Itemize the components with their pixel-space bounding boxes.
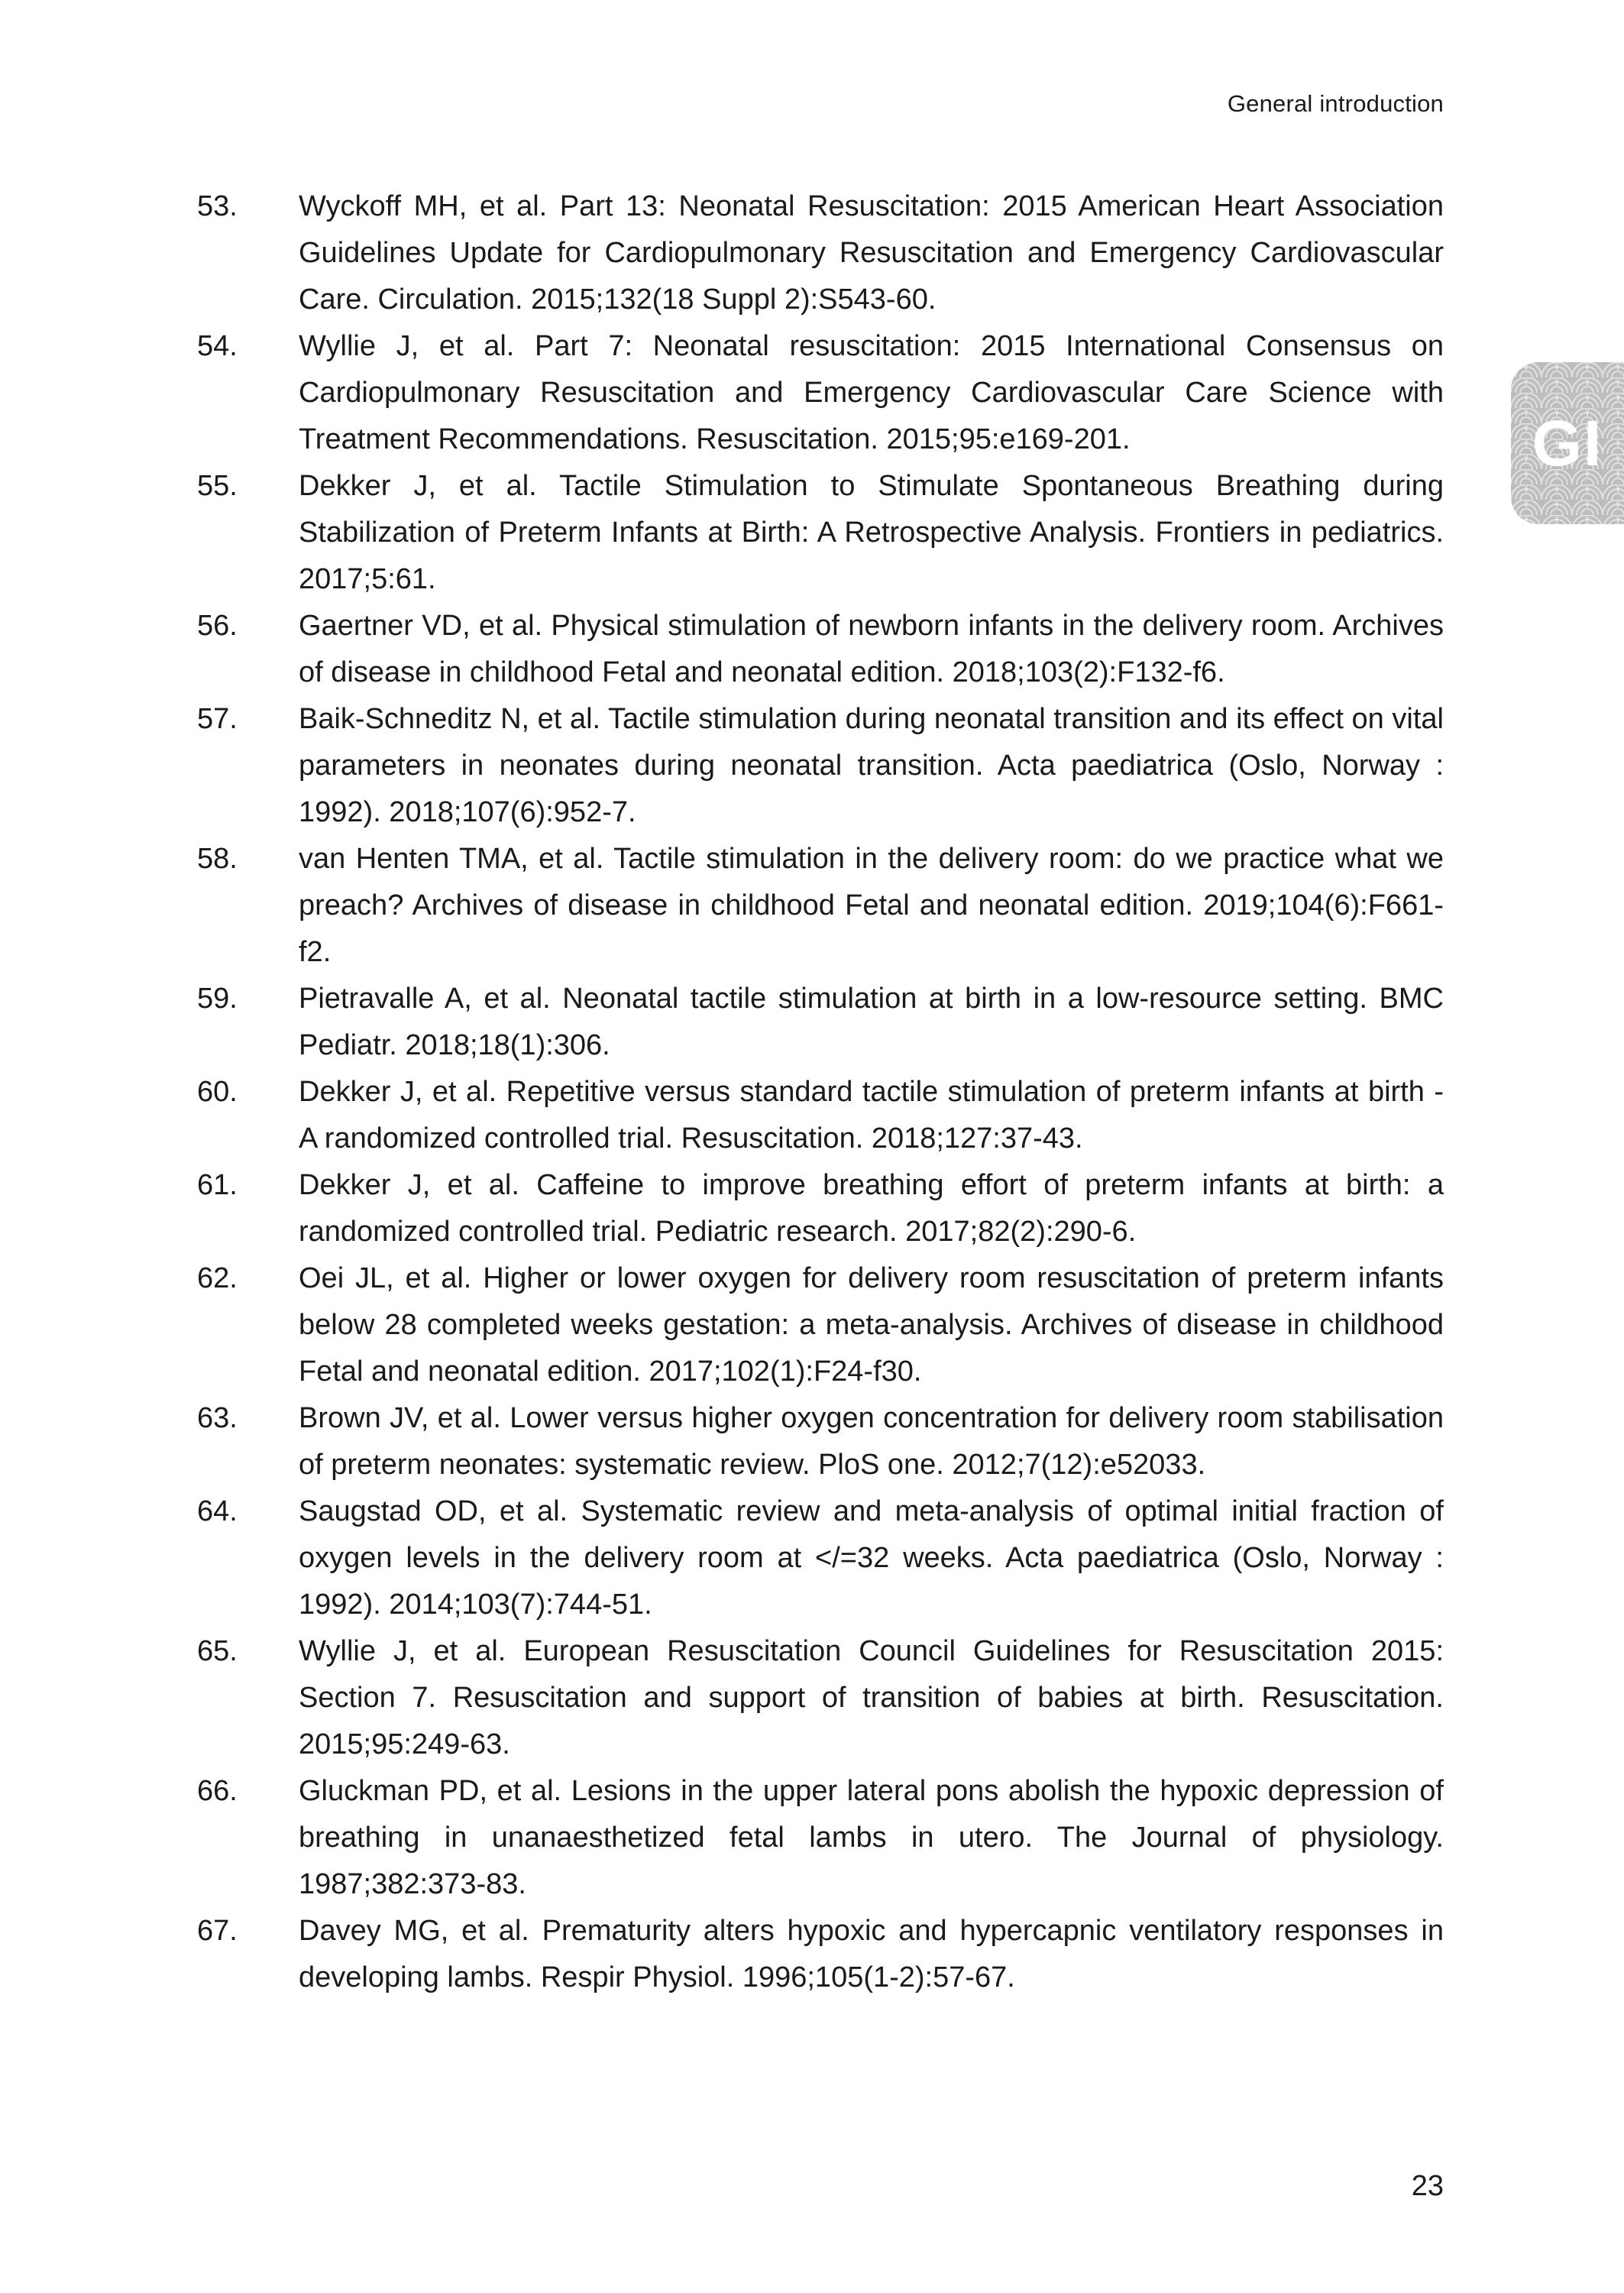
- reference-number: 56.: [197, 610, 238, 642]
- chapter-tab: [1511, 362, 1624, 524]
- reference-number: 55.: [197, 470, 238, 502]
- reference-number: 61.: [197, 1169, 238, 1201]
- reference-item: [197, 183, 1444, 323]
- reference-item: [197, 1395, 1444, 1488]
- page-number: 23: [1411, 2170, 1444, 2202]
- reference-text: Brown JV, et al. Lower versus higher oxygen concentration for delivery room stabilisation of preterm neonates: systematic review. PloS one. 2012;7(12):e52033.: [299, 1402, 1444, 1481]
- reference-item: [197, 603, 1444, 696]
- reference-text: Dekker J, et al. Repetitive versus standard tactile stimulation of preterm infants at birth - A randomized controlled trial. Resuscitation. 2018;127:37-43.: [299, 1076, 1444, 1155]
- reference-item: [197, 1488, 1444, 1628]
- reference-text: Gluckman PD, et al. Lesions in the upper lateral pons abolish the hypoxic depression of breathing in unanaesthetized fetal lambs in utero. The Journal of physiology. 1987;382:373-83.: [299, 1775, 1444, 1900]
- reference-number: 60.: [197, 1076, 238, 1108]
- reference-number: 64.: [197, 1495, 238, 1527]
- reference-text: Saugstad OD, et al. Systematic review and meta-analysis of optimal initial fraction of oxygen levels in the delivery room at </=32 weeks. Acta paediatrica (Oslo, Norway : 1992). 2014;103(7):744-51.: [299, 1495, 1444, 1621]
- reference-number: 66.: [197, 1775, 238, 1807]
- reference-number: 53.: [197, 190, 238, 222]
- reference-item: [197, 976, 1444, 1069]
- reference-text: van Henten TMA, et al. Tactile stimulation in the delivery room: do we practice what we preach? Archives of disease in childhood Fetal and neonatal edition. 2019;104(6):F661-f2.: [299, 843, 1444, 968]
- reference-item: [197, 696, 1444, 836]
- chapter-tab-label: GI: [1532, 407, 1603, 479]
- reference-item: [197, 323, 1444, 463]
- reference-item: [197, 1069, 1444, 1162]
- reference-item: [197, 1255, 1444, 1395]
- reference-number: 57.: [197, 703, 238, 735]
- reference-item: [197, 836, 1444, 976]
- reference-item: [197, 1162, 1444, 1255]
- reference-text: Pietravalle A, et al. Neonatal tactile stimulation at birth in a low-resource setting. BMC Pediatr. 2018;18(1):306.: [299, 983, 1444, 1061]
- reference-text: Oei JL, et al. Higher or lower oxygen for delivery room resuscitation of preterm infants below 28 completed weeks gestation: a meta-analysis. Archives of disease in childhood Fetal and neonatal edition. 2017;102(1):F24-f30.: [299, 1262, 1444, 1388]
- reference-text: Wyllie J, et al. Part 7: Neonatal resuscitation: 2015 International Consensus on Cardiopulmonary Resuscitation and Emergency Cardiovascular Care Science with Treatment Recommendations. Resuscitation. 2015;95:e169-201.: [299, 330, 1444, 455]
- reference-number: 54.: [197, 330, 238, 362]
- reference-number: 62.: [197, 1262, 238, 1294]
- reference-item: [197, 1768, 1444, 1908]
- reference-number: 59.: [197, 983, 238, 1015]
- reference-number: 65.: [197, 1635, 238, 1667]
- reference-text: Dekker J, et al. Tactile Stimulation to Stimulate Spontaneous Breathing during Stabilization of Preterm Infants at Birth: A Retrospective Analysis. Frontiers in pediatrics. 2017;5:61.: [299, 470, 1444, 595]
- reference-number: 63.: [197, 1402, 238, 1434]
- reference-text: Gaertner VD, et al. Physical stimulation of newborn infants in the delivery room. Archives of disease in childhood Fetal and neonatal edition. 2018;103(2):F132-f6.: [299, 610, 1444, 688]
- reference-list: [197, 183, 1444, 2001]
- reference-number: 58.: [197, 843, 238, 875]
- reference-text: Davey MG, et al. Prematurity alters hypoxic and hypercapnic ventilatory responses in developing lambs. Respir Physiol. 1996;105(1-2):57-67.: [299, 1915, 1444, 1993]
- reference-text: Dekker J, et al. Caffeine to improve breathing effort of preterm infants at birth: a randomized controlled trial. Pediatric research. 2017;82(2):290-6.: [299, 1169, 1444, 1248]
- reference-item: [197, 1628, 1444, 1768]
- reference-text: Wyllie J, et al. European Resuscitation Council Guidelines for Resuscitation 2015: Section 7. Resuscitation and support of transition of babies at birth. Resuscitation. 2015;95:249-63.: [299, 1635, 1444, 1760]
- reference-item: [197, 463, 1444, 603]
- running-header: General introduction: [1227, 90, 1444, 117]
- reference-number: 67.: [197, 1915, 238, 1947]
- reference-item: [197, 1908, 1444, 2001]
- reference-text: Baik-Schneditz N, et al. Tactile stimulation during neonatal transition and its effect on vital parameters in neonates during neonatal transition. Acta paediatrica (Oslo, Norway : 1992). 2018;107(6):952-7.: [299, 703, 1444, 828]
- reference-text: Wyckoff MH, et al. Part 13: Neonatal Resuscitation: 2015 American Heart Association Guidelines Update for Cardiopulmonary Resuscitation and Emergency Cardiovascular Care. Circulation. 2015;132(18 Suppl 2):S543-60.: [299, 190, 1444, 316]
